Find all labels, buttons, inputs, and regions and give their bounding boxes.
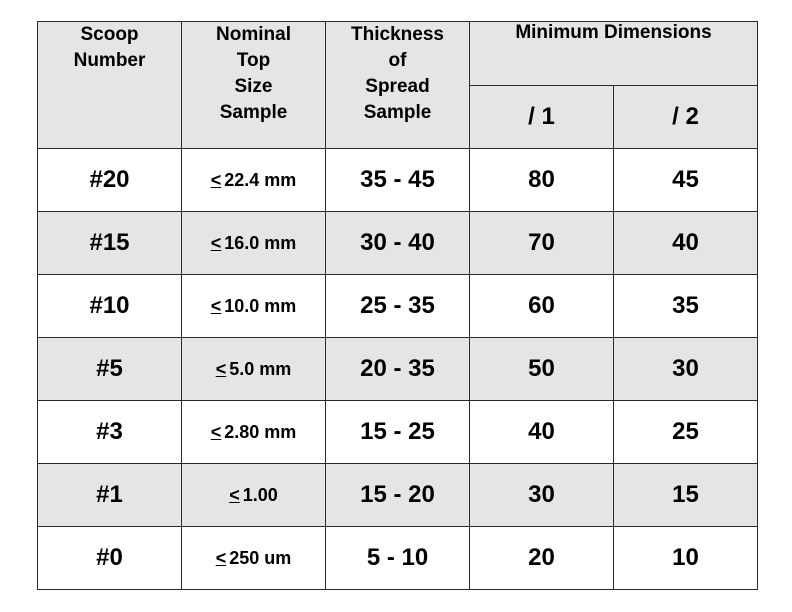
table-row	[38, 212, 758, 275]
less-equal-symbol: <	[210, 232, 222, 253]
cell-size-value: 10.0 mm	[224, 295, 297, 316]
cell-min-2: 15	[614, 464, 758, 527]
header-nominal-top-size	[182, 22, 326, 149]
less-equal-symbol: <	[210, 295, 222, 316]
cell-scoop: #1	[38, 464, 182, 527]
table-row	[38, 527, 758, 590]
cell-scoop: #10	[38, 275, 182, 338]
header-thickness-line-3: Spread	[365, 76, 430, 97]
cell-size	[182, 527, 326, 590]
cell-min-1: 20	[470, 527, 614, 590]
cell-size-value: 16.0 mm	[224, 232, 297, 253]
scoop-dimensions-table	[37, 21, 758, 590]
header-size-line-1: Nominal	[216, 24, 291, 45]
header-scoop-line-2: Number	[73, 50, 146, 71]
header-thickness-line-2: of	[388, 50, 407, 71]
header-thickness-line-1: Thickness	[351, 24, 444, 45]
less-equal-symbol: <	[229, 484, 240, 505]
cell-size-value: 2.80 mm	[224, 421, 297, 442]
cell-scoop: #0	[38, 527, 182, 590]
cell-size-value: 22.4 mm	[224, 169, 297, 190]
table-row	[38, 338, 758, 401]
cell-min-2: 35	[614, 275, 758, 338]
table-row	[38, 401, 758, 464]
table-row	[38, 464, 758, 527]
cell-thickness: 5 - 10	[326, 527, 470, 590]
cell-size-value: 250 um	[229, 547, 292, 568]
cell-min-2: 40	[614, 212, 758, 275]
cell-min-1: 60	[470, 275, 614, 338]
cell-scoop: #20	[38, 149, 182, 212]
cell-size-value: 1.00	[242, 484, 278, 505]
cell-min-1: 70	[470, 212, 614, 275]
header-min-2: / 2	[614, 86, 758, 149]
header-min-1: / 1	[470, 86, 614, 149]
cell-size	[182, 149, 326, 212]
cell-thickness: 35 - 45	[326, 149, 470, 212]
cell-scoop: #5	[38, 338, 182, 401]
cell-thickness: 30 - 40	[326, 212, 470, 275]
cell-min-2: 30	[614, 338, 758, 401]
cell-thickness: 15 - 20	[326, 464, 470, 527]
header-minimum-dimensions: Minimum Dimensions	[470, 22, 758, 86]
cell-thickness: 25 - 35	[326, 275, 470, 338]
cell-size	[182, 338, 326, 401]
cell-min-2: 25	[614, 401, 758, 464]
cell-thickness: 15 - 25	[326, 401, 470, 464]
cell-scoop: #3	[38, 401, 182, 464]
header-thickness	[326, 22, 470, 149]
cell-scoop: #15	[38, 212, 182, 275]
table-row	[38, 275, 758, 338]
cell-size	[182, 464, 326, 527]
less-equal-symbol: <	[210, 421, 222, 442]
less-equal-symbol: <	[210, 169, 222, 190]
header-size-line-2: Top	[236, 50, 271, 71]
header-thickness-line-4: Sample	[363, 102, 432, 123]
cell-size-value: 5.0 mm	[229, 358, 292, 379]
cell-min-1: 80	[470, 149, 614, 212]
cell-min-1: 40	[470, 401, 614, 464]
header-scoop-number	[38, 22, 182, 149]
less-equal-symbol: <	[215, 358, 227, 379]
cell-thickness: 20 - 35	[326, 338, 470, 401]
header-size-line-4: Sample	[219, 102, 288, 123]
cell-min-1: 30	[470, 464, 614, 527]
cell-min-2: 45	[614, 149, 758, 212]
table-row	[38, 149, 758, 212]
less-equal-symbol: <	[215, 547, 227, 568]
cell-size	[182, 275, 326, 338]
cell-size	[182, 212, 326, 275]
header-scoop-line-1: Scoop	[80, 24, 139, 45]
cell-size	[182, 401, 326, 464]
cell-min-1: 50	[470, 338, 614, 401]
cell-min-2: 10	[614, 527, 758, 590]
header-size-line-3: Size	[234, 76, 273, 97]
